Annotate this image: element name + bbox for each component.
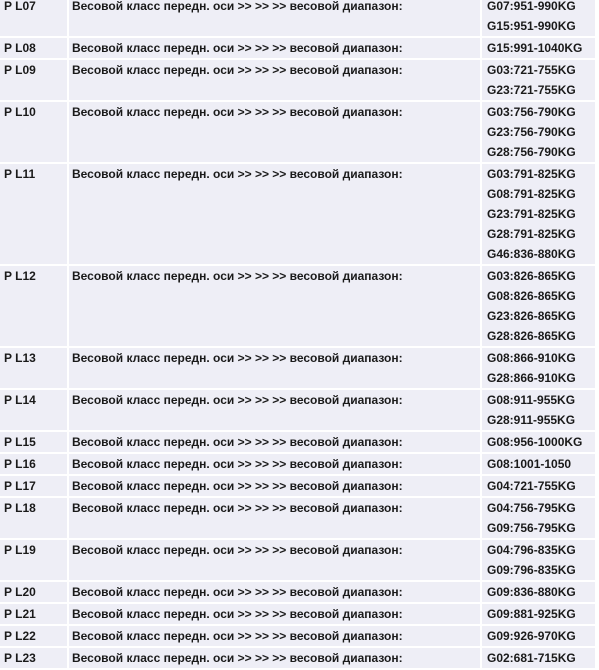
- option-code-cell: P L08: [0, 38, 67, 58]
- weight-range-value: G08:791-825KG: [487, 187, 576, 201]
- weight-range-cell: [482, 0, 595, 36]
- table-row: [0, 476, 595, 496]
- description-cell: Весовой класс передн. оси >> >> >> весовой диапазон:: [69, 540, 480, 580]
- weight-range-cell: [482, 390, 595, 430]
- description-cell: Весовой класс передн. оси >> >> >> весовой диапазон:: [69, 164, 480, 264]
- table-row: [0, 454, 595, 474]
- weight-range-value: G15:951-990KG: [487, 19, 576, 33]
- weight-range-value: G46:836-880KG: [487, 247, 576, 261]
- weight-range-value: G23:826-865KG: [487, 309, 576, 323]
- weight-range-value: G28:866-910KG: [487, 371, 576, 385]
- weight-range-value: G03:791-825KG: [487, 167, 576, 181]
- weight-range-value: G02:681-715KG: [487, 651, 576, 665]
- weight-range-cell: [482, 648, 595, 668]
- weight-range-cell: [482, 432, 595, 452]
- weight-range-cell: [482, 454, 595, 474]
- weight-range-value: G09:881-925KG: [487, 607, 576, 621]
- weight-range-cell: [482, 102, 595, 162]
- weight-range-cell: [482, 348, 595, 388]
- weight-range-cell: [482, 60, 595, 100]
- description-cell: Весовой класс передн. оси >> >> >> весовой диапазон:: [69, 390, 480, 430]
- weight-range-value: G09:836-880KG: [487, 585, 576, 599]
- weight-range-cell: [482, 38, 595, 58]
- option-code-cell: P L19: [0, 540, 67, 580]
- weight-range-cell: [482, 498, 595, 538]
- weight-range-value: G03:756-790KG: [487, 105, 576, 119]
- description-cell: Весовой класс передн. оси >> >> >> весовой диапазон:: [69, 454, 480, 474]
- weight-range-cell: [482, 604, 595, 624]
- table-row: [0, 604, 595, 624]
- table-row: [0, 432, 595, 452]
- weight-range-value: G09:756-795KG: [487, 521, 576, 535]
- description-cell: Весовой класс передн. оси >> >> >> весовой диапазон:: [69, 582, 480, 602]
- description-cell: Весовой класс передн. оси >> >> >> весовой диапазон:: [69, 60, 480, 100]
- table-row: [0, 648, 595, 668]
- description-cell: Весовой класс передн. оси >> >> >> весовой диапазон:: [69, 102, 480, 162]
- option-code-cell: P L21: [0, 604, 67, 624]
- table-row: [0, 164, 595, 264]
- weight-range-value: G23:756-790KG: [487, 125, 576, 139]
- weight-range-value: G23:721-755KG: [487, 83, 576, 97]
- table-row: [0, 498, 595, 538]
- option-code-cell: P L13: [0, 348, 67, 388]
- option-code-cell: P L22: [0, 626, 67, 646]
- weight-range-cell: [482, 476, 595, 496]
- option-code-cell: P L17: [0, 476, 67, 496]
- option-code-cell: P L15: [0, 432, 67, 452]
- weight-range-cell: [482, 540, 595, 580]
- weight-range-value: G08:866-910KG: [487, 351, 576, 365]
- weight-range-value: G28:826-865KG: [487, 329, 576, 343]
- table-row: [0, 540, 595, 580]
- weight-range-value: G04:721-755KG: [487, 479, 576, 493]
- table-row: [0, 266, 595, 346]
- table-row: [0, 60, 595, 100]
- option-code-cell: P L14: [0, 390, 67, 430]
- option-code-cell: P L07: [0, 0, 67, 36]
- weight-range-cell: [482, 164, 595, 264]
- table-row: [0, 0, 595, 36]
- description-cell: Весовой класс передн. оси >> >> >> весовой диапазон:: [69, 266, 480, 346]
- table-row: [0, 348, 595, 388]
- weight-range-value: G04:756-795KG: [487, 501, 576, 515]
- weight-range-cell: [482, 266, 595, 346]
- table-row: [0, 390, 595, 430]
- weight-range-value: G08:1001-1050: [487, 457, 572, 471]
- weight-range-value: G08:826-865KG: [487, 289, 576, 303]
- option-code-cell: P L18: [0, 498, 67, 538]
- weight-range-cell: [482, 626, 595, 646]
- weight-range-value: G28:756-790KG: [487, 145, 576, 159]
- weight-range-value: G23:791-825KG: [487, 207, 576, 221]
- description-cell: Весовой класс передн. оси >> >> >> весовой диапазон:: [69, 604, 480, 624]
- description-cell: Весовой класс передн. оси >> >> >> весовой диапазон:: [69, 0, 480, 36]
- option-code-cell: P L12: [0, 266, 67, 346]
- description-cell: Весовой класс передн. оси >> >> >> весовой диапазон:: [69, 432, 480, 452]
- weight-range-value: G08:911-955KG: [487, 393, 576, 407]
- table-row: [0, 38, 595, 58]
- weight-range-value: G03:721-755KG: [487, 63, 576, 77]
- description-cell: Весовой класс передн. оси >> >> >> весовой диапазон:: [69, 38, 480, 58]
- description-cell: Весовой класс передн. оси >> >> >> весовой диапазон:: [69, 476, 480, 496]
- option-code-cell: P L09: [0, 60, 67, 100]
- description-cell: Весовой класс передн. оси >> >> >> весовой диапазон:: [69, 348, 480, 388]
- weight-range-cell: [482, 582, 595, 602]
- weight-range-value: G07:951-990KG: [487, 0, 576, 13]
- table-row: [0, 582, 595, 602]
- weight-range-value: G08:956-1000KG: [487, 435, 583, 449]
- weight-range-value: G15:991-1040KG: [487, 41, 583, 55]
- description-cell: Весовой класс передн. оси >> >> >> весовой диапазон:: [69, 626, 480, 646]
- option-code-cell: P L10: [0, 102, 67, 162]
- option-code-cell: P L20: [0, 582, 67, 602]
- description-cell: Весовой класс передн. оси >> >> >> весовой диапазон:: [69, 648, 480, 668]
- weight-range-value: G09:926-970KG: [487, 629, 576, 643]
- weight-range-value: G28:791-825KG: [487, 227, 576, 241]
- weight-range-value: G09:796-835KG: [487, 563, 576, 577]
- table-row: [0, 626, 595, 646]
- weight-range-value: G04:796-835KG: [487, 543, 576, 557]
- option-code-cell: P L16: [0, 454, 67, 474]
- option-code-cell: P L23: [0, 648, 67, 668]
- weight-range-value: G28:911-955KG: [487, 413, 576, 427]
- description-cell: Весовой класс передн. оси >> >> >> весовой диапазон:: [69, 498, 480, 538]
- option-code-cell: P L11: [0, 164, 67, 264]
- table-row: [0, 102, 595, 162]
- weight-range-value: G03:826-865KG: [487, 269, 576, 283]
